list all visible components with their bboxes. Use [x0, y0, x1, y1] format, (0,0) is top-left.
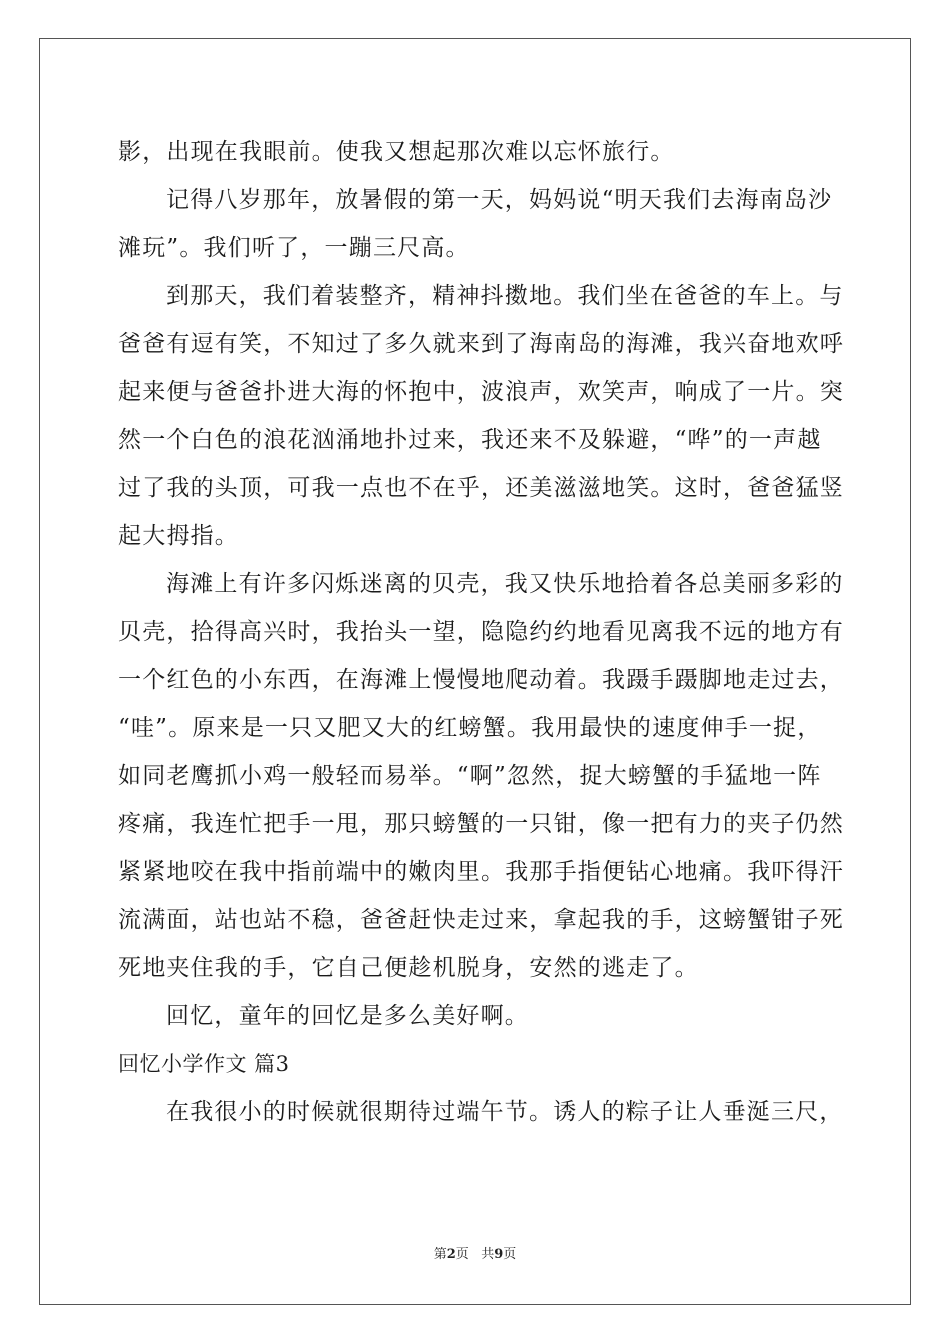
page-number: 2 [446, 1247, 456, 1262]
paragraph-line: 到那天，我们着装整齐，精神抖擞地。我们坐在爸爸的车上。与 [166, 283, 844, 309]
page-suffix: 页 [455, 1247, 469, 1262]
page-footer [0, 1245, 950, 1265]
total-prefix: 共 [481, 1247, 495, 1262]
document-body [118, 128, 844, 1136]
paragraph-line: 回忆，童年的回忆是多么美好啊。 [166, 1003, 529, 1029]
text-line: 一个红色的小东西，在海滩上慢慢地爬动着。我蹑手蹑脚地走过去， [118, 667, 844, 693]
text-line: 如同老鹰抓小鸡一般轻而易举。“啊”忽然，捉大螃蟹的手猛地一阵 [118, 763, 822, 789]
page-prefix: 第 [433, 1247, 447, 1262]
total-pages: 9 [494, 1247, 504, 1262]
text-line: 爸爸有逗有笑，不知过了多久就来到了海南岛的海滩，我兴奋地欢呼 [118, 331, 844, 357]
text-line: 紧紧地咬在我中指前端中的嫩肉里。我那手指便钻心地痛。我吓得汗 [118, 859, 844, 885]
paragraph-line: 海滩上有许多闪烁迷离的贝壳，我又快乐地拾着各总美丽多彩的 [166, 571, 844, 597]
text-line: 死地夹住我的手，它自己便趁机脱身，安然的逃走了。 [118, 955, 699, 981]
text-line: 过了我的头顶，可我一点也不在乎，还美滋滋地笑。这时，爸爸猛竖 [118, 475, 844, 501]
section-heading: 回忆小学作文 篇3 [118, 1052, 290, 1076]
text-line: 然一个白色的浪花汹涌地扑过来，我还来不及躲避，“哗”的一声越 [118, 427, 822, 453]
text-line: 滩玩”。我们听了，一蹦三尺高。 [118, 235, 470, 261]
paragraph-line: 记得八岁那年，放暑假的第一天，妈妈说“明天我们去海南岛沙 [166, 187, 833, 213]
text-line: 贝壳，拾得高兴时，我抬头一望，隐隐约约地看见离我不远的地方有 [118, 619, 844, 645]
total-suffix: 页 [503, 1247, 517, 1262]
text-line: “哇”。原来是一只又肥又大的红螃蟹。我用最快的速度伸手一捉， [118, 715, 822, 741]
text-line: 影，出现在我眼前。使我又想起那次难以忘怀旅行。 [118, 139, 675, 165]
text-line: 疼痛，我连忙把手一甩，那只螃蟹的一只钳，像一把有力的夹子仍然 [118, 811, 844, 837]
text-line: 流满面，站也站不稳，爸爸赶快走过来，拿起我的手，这螃蟹钳子死 [118, 907, 844, 933]
text-line: 起大拇指。 [118, 523, 239, 549]
text-line: 起来便与爸爸扑进大海的怀抱中，波浪声，欢笑声，响成了一片。突 [118, 379, 844, 405]
paragraph-line: 在我很小的时候就很期待过端午节。诱人的粽子让人垂涎三尺， [166, 1099, 844, 1125]
